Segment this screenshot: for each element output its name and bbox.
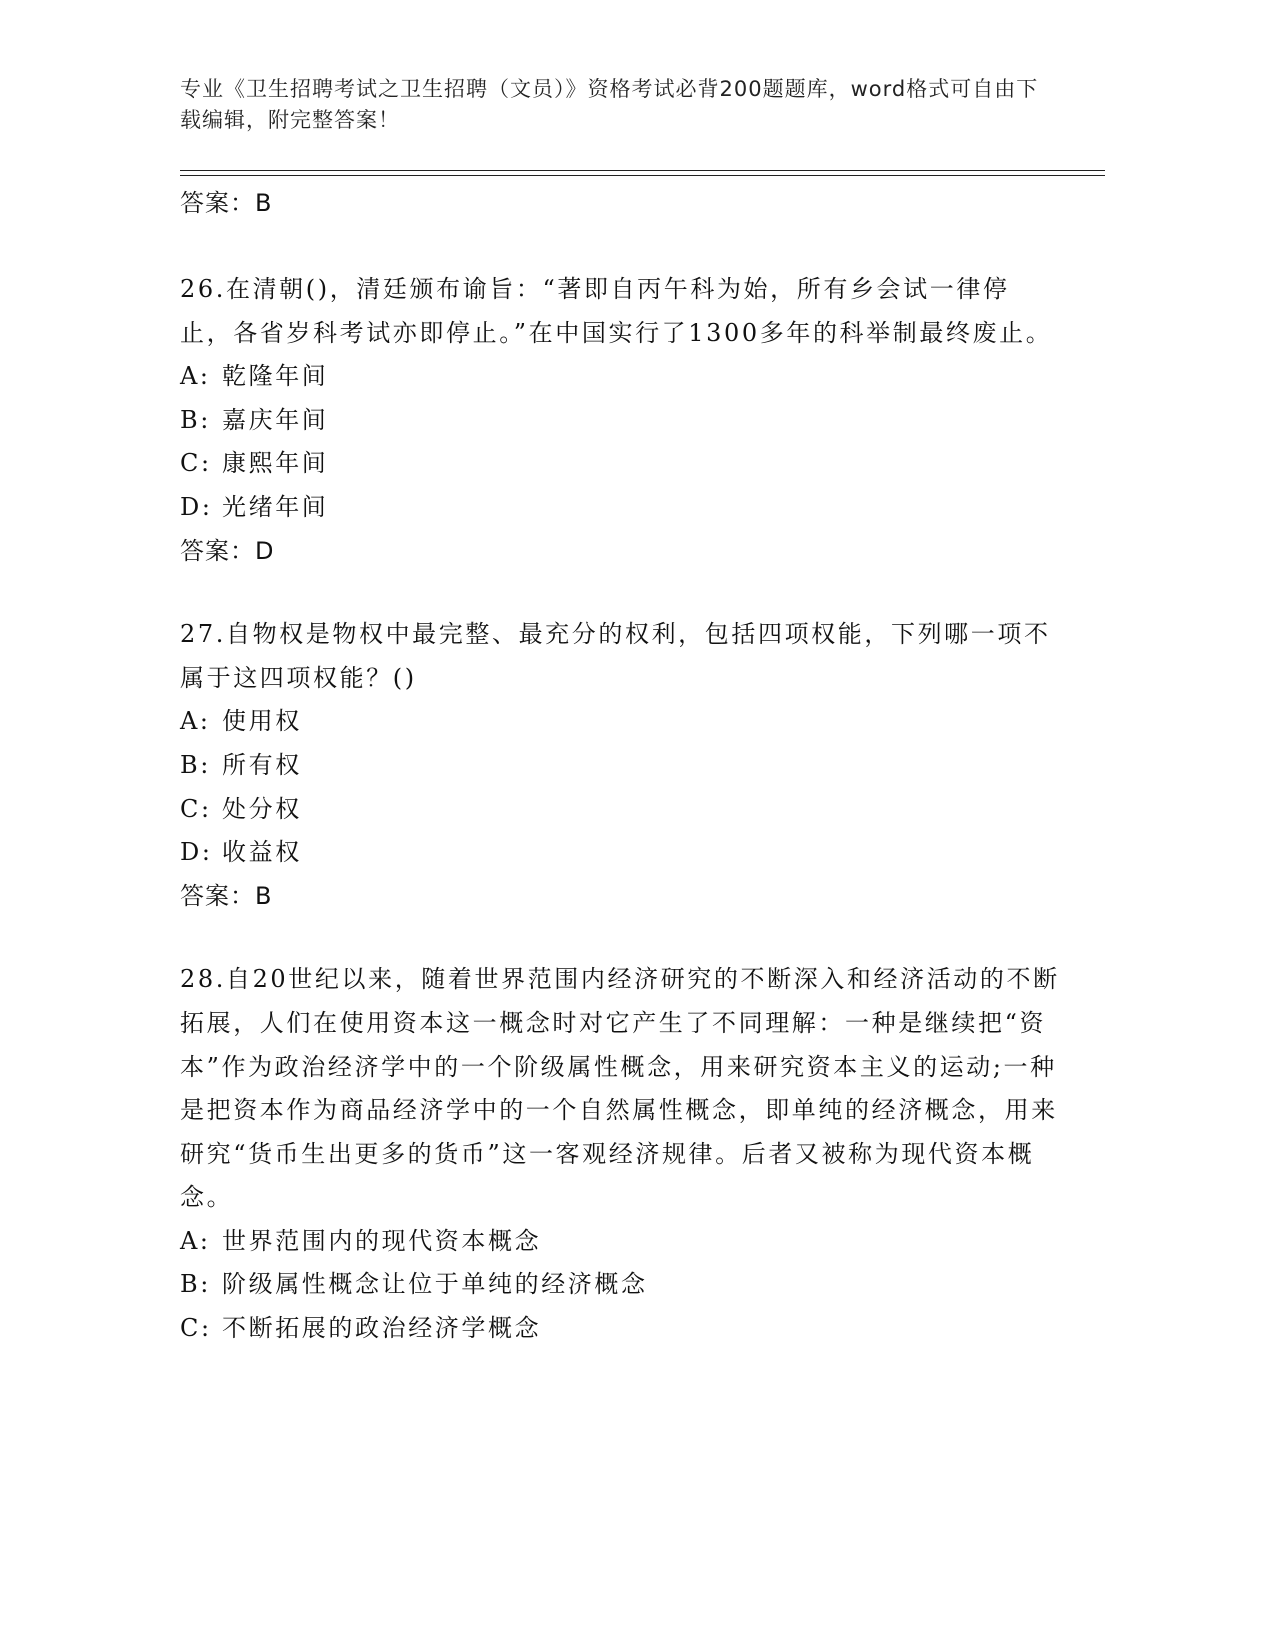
question-27 [180,613,1060,918]
question-26 [180,268,1060,573]
question-list [180,268,1060,1391]
option-b [180,399,1060,443]
question-text: 26.在清朝()，清廷颁布谕旨：“著即自丙午科为始，所有乡会试一律停止，各省岁科考试亦即停止。”在中国实行了1300多年的科举制最终废止。 [180,275,1053,347]
option-key: C: [180,1314,212,1343]
option-b [180,1263,1060,1307]
option-key: D: [180,838,213,867]
option-a [180,1220,1060,1264]
option-key: A: [180,1226,211,1255]
option-text: 世界范围内的现代资本概念 [222,1226,542,1255]
option-text: 使用权 [222,707,302,736]
option-key: B: [180,1270,211,1299]
answer-line: 答案：B [180,881,273,910]
option-text: 所有权 [222,750,302,779]
option-text: 不断拓展的政治经济学概念 [222,1314,542,1343]
option-key: C: [180,449,212,478]
option-b [180,744,1060,788]
option-key: A: [180,707,211,736]
option-text: 阶级属性概念让位于单纯的经济概念 [222,1270,648,1299]
option-key: A: [180,362,211,391]
question-text: 28.自20世纪以来，随着世界范围内经济研究的不断深入和经济活动的不断拓展，人们在使用资本这一概念时对它产生了不同理解：一种是继续把“资本”作为政治经济学中的一个阶级属性概念，用来研究资本主义的运动;一种是把资本作为商品经济学中的一个自然属性概念，即单纯的经济概念，用来研究“货币生出更多的货币”这一客观经济规律。后者又被称为现代资本概念。 [180,965,1060,1212]
option-d [180,831,1060,875]
option-text: 乾隆年间 [222,362,329,391]
option-c [180,1307,1060,1351]
header-divider-top [180,170,1105,171]
option-text: 收益权 [222,838,302,867]
answer-line: 答案：D [180,536,275,565]
option-key: B: [180,405,211,434]
option-key: D: [180,492,213,521]
question-28 [180,958,1060,1350]
question-text: 27.自物权是物权中最完整、最充分的权利，包括四项权能，下列哪一项不属于这四项权能？() [180,620,1051,692]
option-text: 嘉庆年间 [222,405,329,434]
previous-answer: 答案：B [180,189,273,217]
option-a [180,700,1060,744]
option-key: C: [180,794,212,823]
option-d [180,486,1060,530]
option-text: 康熙年间 [222,449,329,478]
header-divider-bottom [180,175,1105,176]
option-c [180,788,1060,832]
option-key: B: [180,750,211,779]
option-text: 光绪年间 [222,492,329,521]
document-header: 专业《卫生招聘考试之卫生招聘（文员）》资格考试必背200题题库，word格式可自由下载编辑，附完整答案！ [180,77,1039,132]
option-a [180,355,1060,399]
option-c [180,442,1060,486]
option-text: 处分权 [222,794,302,823]
